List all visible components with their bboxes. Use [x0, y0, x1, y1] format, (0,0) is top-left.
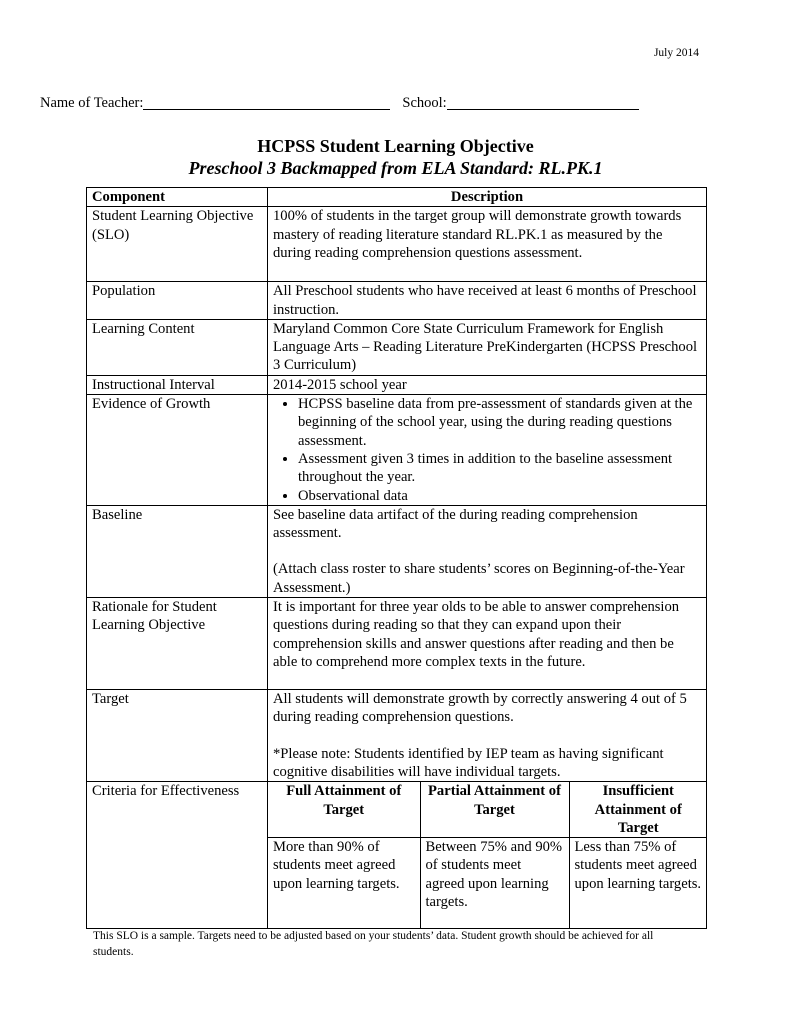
page-subtitle: Preschool 3 Backmapped from ELA Standard: RL.PK.1 [188, 158, 603, 178]
description-cell: 100% of students in the target group will demonstrate growth towards mastery of reading literature standard RL.PK.1 as measured by the during reading comprehension questions assessment. [268, 207, 707, 282]
description-cell [268, 395, 707, 506]
description-cell: Maryland Common Core State Curriculum Framework for English Language Arts – Reading Literature PreKindergarten (HCPSS Preschool 3 Curriculum) [268, 319, 707, 375]
criteria-cell [268, 782, 707, 928]
teacher-name-field[interactable] [143, 95, 390, 110]
component-cell: Instructional Interval [87, 375, 268, 394]
list-item: • Observational data [298, 487, 701, 505]
criteria-insufficient-value: Less than 75% of students meet agreed upon learning targets. [569, 838, 707, 928]
component-cell: Criteria for Effectiveness [87, 782, 268, 928]
criteria-header-row [268, 782, 707, 837]
description-cell: All Preschool students who have received at least 6 months of Preschool instruction. [268, 282, 707, 320]
description-cell [268, 690, 707, 782]
school-field[interactable] [447, 95, 639, 110]
table-row [87, 207, 707, 282]
component-cell: Baseline [87, 505, 268, 597]
header-description: Description [268, 188, 707, 207]
baseline-note: (Attach class roster to share students’ scores on Beginning-of-the-Year Assessment.) [273, 561, 685, 596]
description-cell: It is important for three year olds to be able to answer comprehension questions during reading so that they can expand upon their comprehension skills and answer questions after reading and then be able to comprehend more complex texts in the future. [268, 598, 707, 690]
table-header-row [87, 188, 707, 207]
table-row [87, 319, 707, 375]
component-cell: Target [87, 690, 268, 782]
component-cell: Population [87, 282, 268, 320]
baseline-text: See baseline data artifact of the during reading comprehension assessment. [273, 506, 638, 542]
criteria-full-value: More than 90% of students meet agreed upon learning targets. [273, 839, 400, 892]
document-date: July 2014 [653, 47, 699, 59]
footnote: This SLO is a sample. Targets need to be adjusted based on your students’ data. Student growth should be achieved for all students. [93, 930, 654, 958]
table-row [87, 282, 707, 320]
table-row [87, 598, 707, 690]
evidence-list [273, 395, 701, 505]
header-component: Component [87, 188, 268, 207]
school-label: School: [402, 95, 447, 111]
criteria-partial-header: Partial Attainment of Target [420, 782, 569, 837]
table-row [87, 395, 707, 506]
target-note: *Please note: Students identified by IEP team as having significant cognitive disabilities will have individual targets. [273, 745, 664, 780]
component-cell: Rationale for Student Learning Objective [87, 598, 268, 690]
table-row [87, 690, 707, 782]
list-item: • HCPSS baseline data from pre-assessment of standards given at the beginning of the school year, using the during reading questions assessment. [298, 395, 701, 450]
criteria-partial-value: Between 75% and 90% of students meet agreed upon learning targets. [420, 838, 569, 928]
description-cell: 2014-2015 school year [268, 375, 707, 394]
component-cell: Evidence of Growth [87, 395, 268, 506]
slo-table [86, 187, 707, 929]
document-title [0, 135, 791, 179]
component-cell: Learning Content [87, 319, 268, 375]
target-text: All students will demonstrate growth by correctly answering 4 out of 5 during reading comprehension questions. [273, 691, 687, 726]
table-row [87, 375, 707, 394]
criteria-table [268, 782, 707, 927]
description-cell [268, 505, 707, 597]
teacher-label: Name of Teacher: [40, 95, 144, 111]
table-row [87, 505, 707, 597]
component-cell: Student Learning Objective (SLO) [87, 207, 268, 282]
page-title: HCPSS Student Learning Objective [257, 136, 534, 156]
table-row [87, 782, 707, 928]
criteria-full-header: Full Attainment of Target [286, 783, 402, 818]
list-item: • Assessment given 3 times in addition to the baseline assessment throughout the year. [298, 450, 701, 487]
criteria-value-row [268, 838, 707, 928]
criteria-insufficient-header: Insufficient Attainment of Target [569, 782, 707, 837]
teacher-school-line [40, 95, 639, 112]
